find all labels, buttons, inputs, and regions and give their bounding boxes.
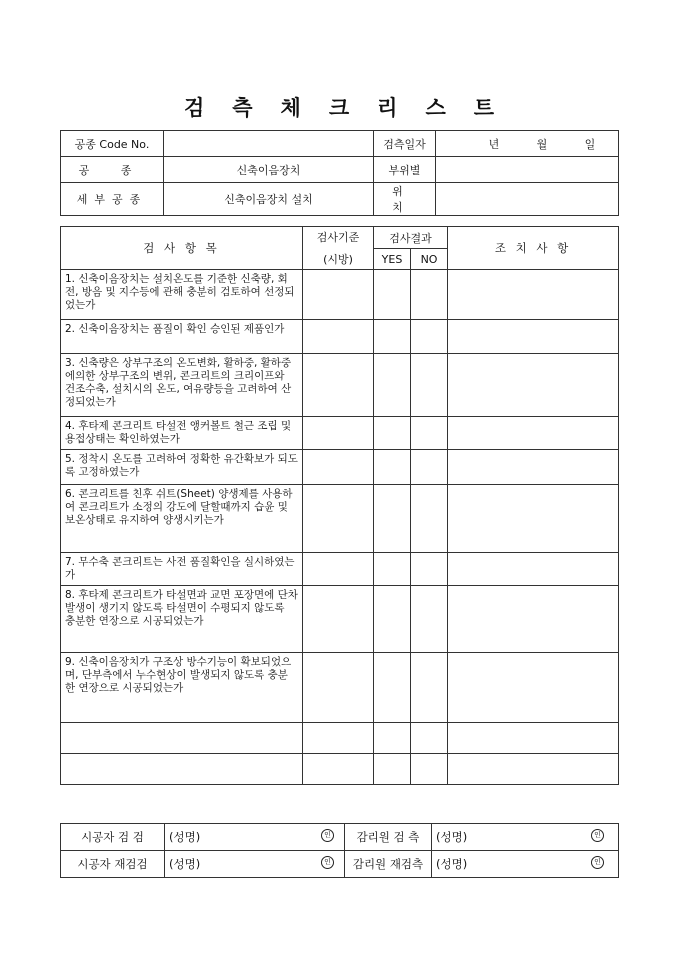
action-cell[interactable] — [448, 270, 619, 320]
work-code-value[interactable] — [164, 131, 374, 157]
checklist-item-text — [61, 723, 303, 754]
signature-table — [60, 823, 619, 878]
supervisor-check-sign[interactable] — [432, 824, 619, 851]
criteria-cell[interactable] — [303, 450, 374, 485]
checklist-item-text: 2. 신축이음장치는 품질이 확인 승인된 제품인가 — [61, 320, 303, 354]
seal-icon: 인 — [321, 856, 334, 869]
seal-icon: 인 — [591, 856, 604, 869]
action-cell[interactable] — [448, 653, 619, 723]
yes-cell[interactable] — [374, 320, 411, 354]
supervisor-check-label: 감리원 검 측 — [345, 824, 432, 851]
header-criteria — [303, 227, 374, 270]
day-label: 일 — [584, 137, 596, 151]
action-cell[interactable] — [448, 723, 619, 754]
action-cell[interactable] — [448, 417, 619, 450]
detail-label: 세부공종 — [61, 183, 164, 216]
checklist-item-text: 1. 신축이음장치는 설치온도를 기준한 신축량, 회전, 방음 및 지수등에 관해 충분히 검토하여 선정되었는가 — [61, 270, 303, 320]
checklist-item-text: 4. 후타제 콘크리트 타설전 앵커볼트 철근 조립 및 용접상태는 확인하였는가 — [61, 417, 303, 450]
no-cell[interactable] — [411, 485, 448, 553]
work-type-label: 공 종 — [61, 157, 164, 183]
title-char: 크 — [328, 95, 352, 120]
title-char: 측 — [232, 95, 255, 120]
header-result: 검사결과 — [374, 227, 448, 249]
name-placeholder: (성명) — [169, 857, 201, 871]
header-item: 검 사 항 목 — [61, 227, 303, 270]
checklist-row — [61, 723, 619, 754]
name-placeholder: (성명) — [169, 830, 201, 844]
location-label: 위 치 — [374, 183, 436, 216]
checklist-row — [61, 553, 619, 586]
action-cell[interactable] — [448, 754, 619, 785]
checklist-table — [60, 226, 619, 785]
checklist-row — [61, 354, 619, 417]
criteria-cell[interactable] — [303, 417, 374, 450]
title-char: 리 — [377, 95, 400, 120]
checklist-row — [61, 754, 619, 785]
action-cell[interactable] — [448, 553, 619, 586]
yes-cell[interactable] — [374, 754, 411, 785]
yes-cell[interactable] — [374, 485, 411, 553]
checklist-row — [61, 653, 619, 723]
month-label: 월 — [536, 137, 548, 151]
contractor-recheck-label: 시공자 재검검 — [61, 851, 165, 878]
title-char: 스 — [425, 95, 448, 120]
checklist-row — [61, 450, 619, 485]
checklist-row — [61, 485, 619, 553]
checklist-item-text: 8. 후타제 콘크리트가 타설면과 교면 포장면에 단차 발생이 생기지 않도록 타설면이 수평되지 않도록 충분한 연장으로 시공되었는가 — [61, 586, 303, 653]
no-cell[interactable] — [411, 354, 448, 417]
action-cell[interactable] — [448, 586, 619, 653]
contractor-check-sign[interactable] — [165, 824, 345, 851]
checklist-item-text: 7. 무수축 콘크리트는 사전 품질확인을 실시하였는가 — [61, 553, 303, 586]
contractor-check-label: 시공자 검 검 — [61, 824, 165, 851]
part-value[interactable] — [436, 157, 619, 183]
seal-icon: 인 — [321, 829, 334, 842]
criteria-cell[interactable] — [303, 270, 374, 320]
header-no: NO — [411, 249, 448, 270]
inspect-date-label: 검측일자 — [374, 131, 436, 157]
no-cell[interactable] — [411, 586, 448, 653]
title-char: 트 — [473, 95, 497, 120]
no-cell[interactable] — [411, 553, 448, 586]
checklist-item-text — [61, 754, 303, 785]
info-table — [60, 130, 619, 216]
page-title — [0, 92, 680, 122]
checklist-item-text: 3. 신축량은 상부구조의 온도변화, 활하중, 활하중에의한 상부구조의 변위, 콘크리트의 크리이프와 건조수축, 설치시의 온도, 여유량등을 고려하여 산정되었는가 — [61, 354, 303, 417]
name-placeholder: (성명) — [436, 857, 468, 871]
criteria-cell[interactable] — [303, 586, 374, 653]
header-yes: YES — [374, 249, 411, 270]
header-criteria-line1: 검사기준 — [316, 231, 360, 244]
header-criteria-line2: (시방) — [323, 253, 353, 266]
year-label: 년 — [488, 137, 500, 151]
contractor-recheck-sign[interactable] — [165, 851, 345, 878]
work-type-value[interactable]: 신축이음장치 — [164, 157, 374, 183]
checklist-item-text: 9. 신축이음장치가 구조상 방수기능이 확보되었으며, 단부측에서 누수현상이 발생되지 않도록 충분한 연장으로 시공되었는가 — [61, 653, 303, 723]
work-code-label: 공종 Code No. — [61, 131, 164, 157]
detail-value[interactable]: 신축이음장치 설치 — [164, 183, 374, 216]
criteria-cell[interactable] — [303, 754, 374, 785]
yes-cell[interactable] — [374, 553, 411, 586]
no-cell[interactable] — [411, 450, 448, 485]
yes-cell[interactable] — [374, 270, 411, 320]
checklist-item-text: 6. 콘크리트를 친후 쉬트(Sheet) 양생제를 사용하여 콘크리트가 소정의 강도에 달할때까지 습윤 및 보온상태로 유지하여 양생시키는가 — [61, 485, 303, 553]
seal-icon: 인 — [591, 829, 604, 842]
title-char: 검 — [183, 95, 207, 120]
supervisor-recheck-label: 감리원 재검측 — [345, 851, 432, 878]
yes-cell[interactable] — [374, 354, 411, 417]
checklist-row — [61, 586, 619, 653]
yes-cell[interactable] — [374, 417, 411, 450]
name-placeholder: (성명) — [436, 830, 468, 844]
no-cell[interactable] — [411, 754, 448, 785]
no-cell[interactable] — [411, 417, 448, 450]
checklist-item-text: 5. 정착시 온도를 고려하여 정확한 유간확보가 되도록 고정하였는가 — [61, 450, 303, 485]
checklist-row — [61, 320, 619, 354]
action-cell[interactable] — [448, 354, 619, 417]
yes-cell[interactable] — [374, 653, 411, 723]
action-cell[interactable] — [448, 450, 619, 485]
criteria-cell[interactable] — [303, 553, 374, 586]
yes-cell[interactable] — [374, 586, 411, 653]
checklist-row — [61, 417, 619, 450]
criteria-cell[interactable] — [303, 723, 374, 754]
criteria-cell[interactable] — [303, 485, 374, 553]
criteria-cell[interactable] — [303, 320, 374, 354]
no-cell[interactable] — [411, 320, 448, 354]
action-cell[interactable] — [448, 485, 619, 553]
no-cell[interactable] — [411, 653, 448, 723]
no-cell[interactable] — [411, 723, 448, 754]
yes-cell[interactable] — [374, 450, 411, 485]
criteria-cell[interactable] — [303, 653, 374, 723]
yes-cell[interactable] — [374, 723, 411, 754]
criteria-cell[interactable] — [303, 354, 374, 417]
supervisor-recheck-sign[interactable] — [432, 851, 619, 878]
title-char: 체 — [280, 95, 303, 120]
checklist-row — [61, 270, 619, 320]
part-label: 부위별 — [374, 157, 436, 183]
location-value[interactable] — [436, 183, 619, 216]
action-cell[interactable] — [448, 320, 619, 354]
no-cell[interactable] — [411, 270, 448, 320]
header-action: 조 치 사 항 — [448, 227, 619, 270]
inspect-date-value[interactable] — [436, 131, 619, 157]
